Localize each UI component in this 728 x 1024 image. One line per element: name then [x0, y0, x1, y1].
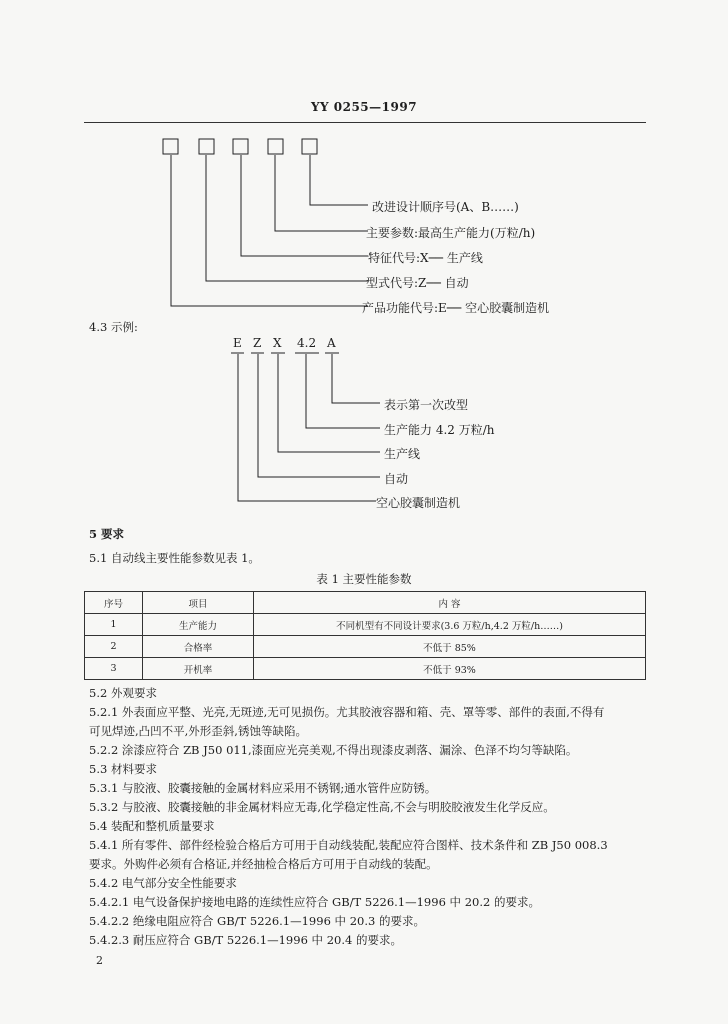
table-cell: 不低于 93%: [254, 658, 646, 680]
example-heading: 4.3 示例:: [89, 320, 138, 334]
table-cell: 3: [85, 658, 143, 680]
paragraph-5-4-1-cont: 要求。外购件必须有合格证,并经抽检合格后方可用于自动线的装配。: [89, 857, 438, 871]
diagram1-label-5: 产品功能代号:E── 空心胶囊制造机: [362, 301, 550, 315]
heading-5-2: 5.2 外观要求: [89, 686, 157, 700]
paragraph-5-4-1: 5.4.1 所有零件、部件经检验合格后方可用于自动线装配,装配应符合图样、技术条件和 ZB J50 008.3: [89, 838, 608, 852]
paragraph-5-3-2: 5.3.2 与胶液、胶囊接触的非金属材料应无毒,化学稳定性高,不会与明胶胶液发生化学反应。: [89, 800, 555, 814]
example-leader-capacity: [306, 354, 380, 428]
table-cell: 1: [85, 614, 143, 636]
table-header-content: 内 容: [254, 592, 646, 614]
example-leader-z: [258, 354, 380, 477]
paragraph-5-2-1-cont: 可见焊迹,凸凹不平,外形歪斜,锈蚀等缺陷。: [89, 724, 307, 738]
example-code-z: Z: [253, 336, 262, 350]
example-label-4: 自动: [384, 472, 409, 486]
paragraph-5-4-2-1: 5.4.2.1 电气设备保护接地电路的连续性应符合 GB/T 5226.1—1996 中 20.2 的要求。: [89, 895, 540, 909]
example-label-5: 空心胶囊制造机: [376, 496, 461, 510]
page-number: 2: [96, 954, 103, 967]
table-cell: 不同机型有不同设计要求(3.6 万粒/h,4.2 万粒/h……): [254, 614, 646, 636]
heading-5-4: 5.4 装配和整机质量要求: [89, 819, 215, 833]
example-label-2: 生产能力 4.2 万粒/h: [384, 423, 495, 437]
section-5-title: 5 要求: [89, 527, 125, 541]
table-header-item: 项目: [143, 592, 254, 614]
example-code-a: A: [327, 336, 336, 350]
document-header: YY 0255—1997: [310, 100, 418, 114]
paragraph-5-2-2: 5.2.2 涂漆应符合 ZB J50 011,漆面应光亮美观,不得出现漆皮剥落、漏涂、色泽不均匀等缺陷。: [89, 743, 578, 757]
table-caption: 表 1 主要性能参数: [316, 572, 412, 586]
table-header-row: [85, 592, 646, 614]
example-leader-a: [332, 354, 380, 403]
paragraph-5-1: 5.1 自动线主要性能参数见表 1。: [89, 551, 260, 565]
table-cell: 2: [85, 636, 143, 658]
diagram1-label-2: 主要参数:最高生产能力(万粒/h): [366, 226, 536, 240]
paragraph-5-4-2-3: 5.4.2.3 耐压应符合 GB/T 5226.1—1996 中 20.4 的要求。: [89, 933, 402, 947]
paragraph-5-3-1: 5.3.1 与胶液、胶囊接触的金属材料应采用不锈钢;通水管件应防锈。: [89, 781, 437, 795]
example-code-e: E: [233, 336, 242, 350]
table-cell: 开机率: [143, 658, 254, 680]
paragraph-5-4-2-2: 5.4.2.2 绝缘电阻应符合 GB/T 5226.1—1996 中 20.3 的要求。: [89, 914, 425, 928]
diagram1-label-3: 特征代号:X── 生产线: [368, 251, 483, 265]
table-cell: 生产能力: [143, 614, 254, 636]
table-cell: 不低于 85%: [254, 636, 646, 658]
diagram1-label-1: 改进设计顺序号(A、B……): [372, 200, 519, 214]
heading-5-4-2: 5.4.2 电气部分安全性能要求: [89, 876, 237, 890]
example-code-capacity: 4.2: [297, 336, 317, 350]
paragraph-5-2-1: 5.2.1 外表面应平整、光亮,无斑迹,无可见损伤。尤其胶液容器和箱、壳、罩等零、部件的表面,不得有: [89, 705, 605, 719]
table-row: [85, 614, 646, 636]
diagram1-label-4: 型式代号:Z── 自动: [366, 276, 469, 290]
table-row: [85, 658, 646, 680]
heading-5-3: 5.3 材料要求: [89, 762, 157, 776]
example-label-1: 表示第一次改型: [384, 398, 469, 412]
table-cell: 合格率: [143, 636, 254, 658]
example-label-3: 生产线: [384, 447, 421, 461]
example-code-x: X: [273, 336, 282, 350]
performance-table: [84, 591, 646, 680]
table-row: [85, 636, 646, 658]
table-header-no: 序号: [85, 592, 143, 614]
